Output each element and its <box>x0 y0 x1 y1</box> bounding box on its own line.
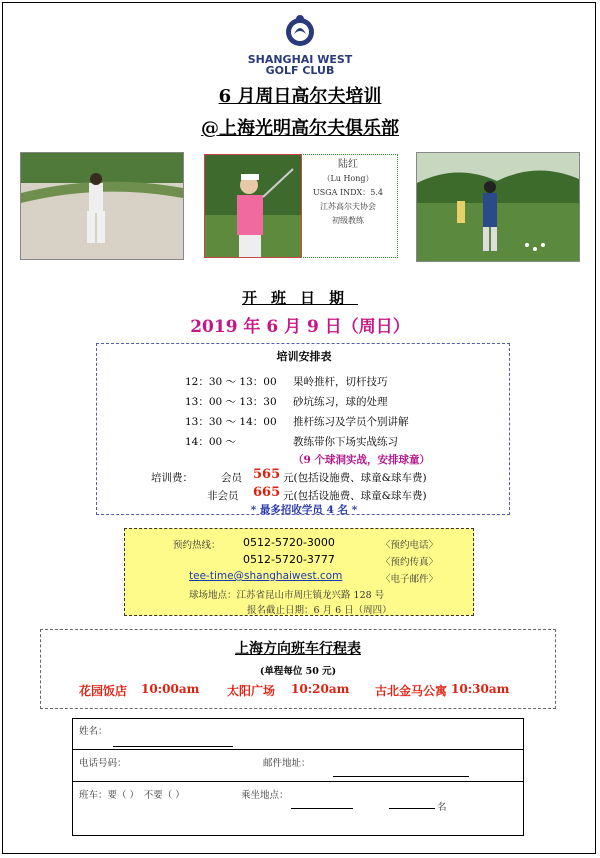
name-label: 姓名： <box>79 726 108 737</box>
schedule-time: 13：30 ～ 14：00 <box>185 416 277 428</box>
email-note: 〈电子邮件〉 <box>381 574 439 585</box>
logo-line2: GOLF CLUB <box>265 64 335 77</box>
shuttle-title: 上海方向班车行程表 <box>235 641 361 657</box>
phone-label: 电话号码： <box>79 758 127 769</box>
section-title: 开班日期 <box>241 289 358 307</box>
fax-number[interactable]: 0512-5720-3777 <box>243 553 335 566</box>
name-field[interactable] <box>113 745 233 747</box>
range-photo <box>416 152 580 262</box>
coach-role: 初级教练 <box>332 216 364 225</box>
phone-number[interactable]: 0512-5720-3000 <box>243 536 335 549</box>
form-divider <box>73 749 523 750</box>
schedule-desc: 推杆练习及学员个别讲解 <box>293 416 409 428</box>
stop-time: 10:00am <box>141 682 200 696</box>
schedule-time: 12：30 ～ 13：00 <box>185 376 277 388</box>
member-label: 会员 <box>221 472 242 484</box>
schedule-time: 14：00 ～ <box>185 436 237 448</box>
coach-name-en: （Lu Hong） <box>322 174 374 183</box>
bus-option-label: 班车：要（ ） 不要（ ） <box>79 790 185 801</box>
stop-time: 10:20am <box>291 682 350 696</box>
coach-org: 江苏高尔夫协会 <box>320 202 376 211</box>
coach-info <box>300 158 396 228</box>
page-title: 6 月周日高尔夫培训 <box>218 86 382 107</box>
schedule-desc: 果岭推杆，切杆技巧 <box>293 376 388 388</box>
enrollment-limit: * 最多招收学员 4 名 * <box>250 504 358 516</box>
schedule-title: 培训安排表 <box>276 350 332 363</box>
course-address: 球场地点：江苏省昆山市周庄镇龙兴路 128 号 <box>189 590 385 601</box>
coach-photo <box>204 154 302 258</box>
schedule-desc: 教练带你下场实战练习 <box>293 436 398 448</box>
shuttle-price: (单程每位 50 元) <box>259 666 337 677</box>
schedule-time: 13：00 ～ 13：30 <box>185 396 277 408</box>
schedule-desc: 砂坑练习，球的处理 <box>293 396 388 408</box>
fax-note: 〈预约传真〉 <box>381 557 439 568</box>
registration-deadline: 报名截止日期：6 月 6 日（周四） <box>247 605 392 616</box>
registration-form <box>72 718 524 836</box>
nonmember-label: 非会员 <box>207 490 239 502</box>
nonmember-price-note: 元(包括设施费、球童&球车费) <box>283 490 427 502</box>
form-divider <box>73 781 523 782</box>
member-price-note: 元(包括设施费、球童&球车费) <box>283 472 427 484</box>
stop-place: 古北金马公寓 <box>375 684 448 698</box>
email-link[interactable]: tee-time@shanghaiwest.com <box>189 570 343 582</box>
member-price: 565 <box>253 467 281 482</box>
coach-index: USGA INDX：5.4 <box>313 188 383 197</box>
fee-label: 培训费： <box>151 472 193 484</box>
page-subtitle: @上海光明高尔夫俱乐部 <box>201 118 399 139</box>
coach-name: 陆红 <box>338 159 358 170</box>
hotline-label: 预约热线： <box>173 540 221 551</box>
schedule-note: （9 个球洞实战，安排球童） <box>293 454 430 466</box>
stop-place: 花园饭店 <box>79 684 128 698</box>
club-logo-text <box>230 54 370 76</box>
stop-place: 太阳广场 <box>227 684 276 698</box>
schedule-box <box>96 343 510 515</box>
contact-box <box>124 528 474 616</box>
shuttle-box <box>40 629 556 709</box>
count-suffix: 名 <box>437 802 447 813</box>
email-field[interactable] <box>333 775 469 777</box>
pickup-field[interactable] <box>291 807 353 809</box>
email-label: 邮件地址： <box>263 758 311 769</box>
phone-note: 〈预约电话〉 <box>381 540 439 551</box>
nonmember-price: 665 <box>253 485 281 500</box>
start-date: 2019 年 6 月 9 日（周日） <box>190 317 410 337</box>
stop-time: 10:30am <box>451 682 510 696</box>
count-field[interactable] <box>389 807 435 809</box>
golf-emblem-icon <box>240 8 360 58</box>
pickup-label: 乘坐地点： <box>241 790 289 801</box>
logo-line1: SHANGHAI WEST <box>247 53 353 66</box>
bunker-photo <box>20 152 184 260</box>
